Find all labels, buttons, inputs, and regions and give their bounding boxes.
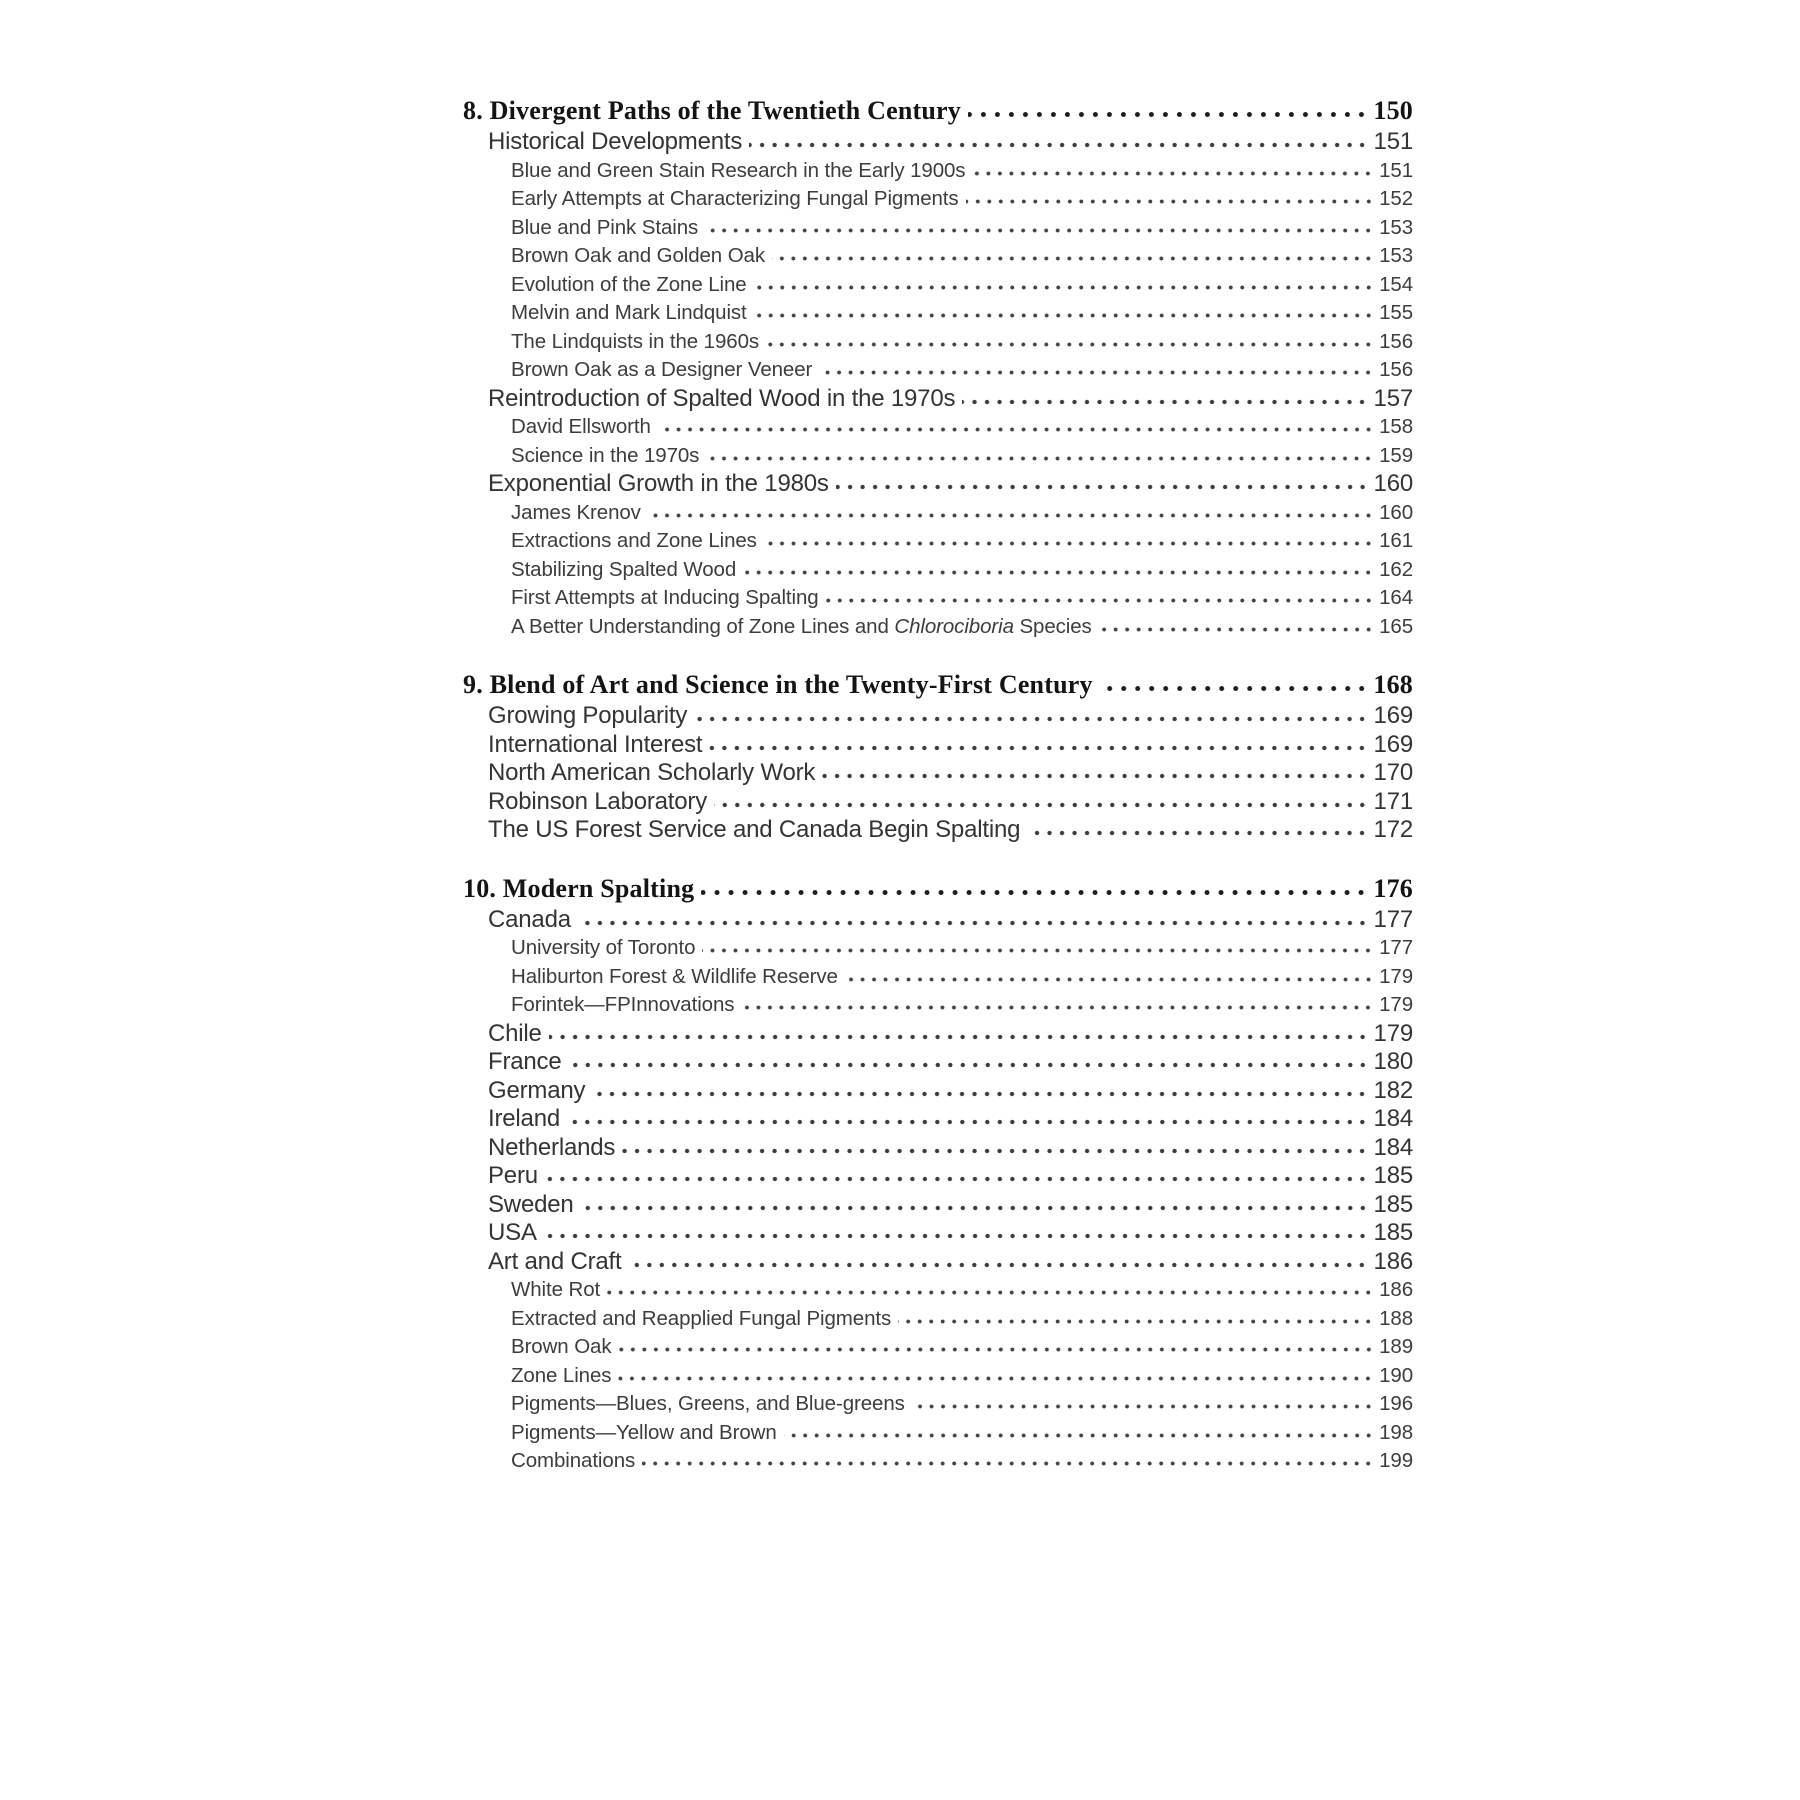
- toc-entry-label: Historical Developments: [488, 128, 743, 155]
- toc-entry-label: Canada: [488, 905, 571, 933]
- toc-entry-row: [511, 271, 1413, 300]
- toc-entry-row: [511, 1390, 1413, 1419]
- toc-entry-page: 154: [1379, 272, 1413, 296]
- dot-leader: [966, 191, 1375, 205]
- toc-entry-label-italic-segment: Chlorociboria: [894, 614, 1014, 638]
- toc-entry-row: [488, 1248, 1413, 1277]
- toc-entry-row: [511, 934, 1413, 963]
- toc-entry-label: Extracted and Reapplied Fungal Pigments: [511, 1306, 892, 1330]
- toc-entry-row: [511, 556, 1413, 585]
- dot-leader: [706, 448, 1374, 462]
- toc-entry-label: Extractions and Zone Lines: [511, 529, 757, 552]
- toc-entry-label: North American Scholarly Work: [488, 759, 816, 786]
- toc-chapter-page: 150: [1373, 96, 1413, 125]
- dot-leader: [819, 362, 1374, 376]
- toc-entry-label: University of Toronto: [511, 936, 696, 959]
- toc-entry-row: [511, 613, 1413, 642]
- toc-entry-row: [488, 128, 1413, 157]
- toc-entry-row: [488, 470, 1413, 499]
- toc-entry-label-segment: A Better Understanding of Zone Lines and: [511, 614, 895, 638]
- toc-entry-label: James Krenov: [511, 500, 641, 524]
- toc-entry-label: David Ellsworth: [511, 415, 651, 438]
- dot-leader: [754, 277, 1375, 291]
- toc-entry-row: [511, 328, 1413, 357]
- toc-chapter-row: [463, 874, 1413, 904]
- dot-leader: [764, 533, 1374, 547]
- dot-leader: [766, 334, 1374, 348]
- toc-entry-row: [511, 1333, 1413, 1362]
- toc-entry-label: Brown Oak as a Designer Veneer: [511, 358, 813, 381]
- dot-leader: [578, 913, 1369, 927]
- toc-entry-label: Evolution of the Zone Line: [511, 272, 747, 296]
- toc-entry-label: Chile: [488, 1019, 542, 1047]
- toc-entry-row: [511, 299, 1413, 328]
- toc-entry-row: [511, 1447, 1413, 1476]
- toc-entry-row: [511, 242, 1413, 271]
- toc-entry-label: Germany: [488, 1076, 586, 1104]
- toc-entry-row: [511, 1305, 1413, 1334]
- toc-entry-row: [511, 356, 1413, 385]
- toc-entry-page: 171: [1373, 787, 1413, 815]
- toc-entry-page: 162: [1379, 557, 1413, 581]
- toc-entry-page: 156: [1379, 329, 1413, 353]
- dot-leader: [549, 1027, 1369, 1041]
- dot-leader: [628, 1255, 1368, 1269]
- toc-entry-label: The Lindquists in the 1960s: [511, 329, 760, 353]
- dot-leader: [972, 163, 1374, 177]
- toc-entry-row: [488, 1077, 1413, 1106]
- toc-entry-page: 161: [1379, 529, 1413, 552]
- dot-leader: [836, 477, 1369, 491]
- dot-leader: [898, 1311, 1374, 1325]
- dot-leader: [658, 419, 1374, 433]
- toc-entry-row: [488, 1191, 1413, 1220]
- toc-entry-row: [511, 413, 1413, 442]
- toc-entry-row: [511, 1362, 1413, 1391]
- dot-leader: [714, 795, 1369, 809]
- toc-entry-page: 169: [1373, 702, 1413, 729]
- toc-entry-page: 177: [1373, 905, 1413, 933]
- dot-leader: [544, 1226, 1369, 1240]
- toc-entry-label: Haliburton Forest & Wildlife Reserve: [511, 964, 838, 988]
- toc-entry-page: 198: [1379, 1420, 1413, 1444]
- toc-entry-label: Melvin and Mark Lindquist: [511, 301, 747, 324]
- toc-chapter-row: [463, 96, 1413, 126]
- toc-entry-label: Science in the 1970s: [511, 443, 700, 467]
- toc-entry-page: 170: [1373, 759, 1413, 786]
- toc-entry-label: Blue and Green Stain Research in the Early 1900s: [511, 158, 966, 182]
- dot-leader: [581, 1198, 1369, 1212]
- dot-leader: [826, 590, 1375, 604]
- dot-leader: [648, 505, 1374, 519]
- dot-leader: [567, 1112, 1369, 1126]
- toc-entry-page: 179: [1373, 1019, 1413, 1047]
- dot-leader: [754, 305, 1374, 319]
- toc-entry-page: 156: [1379, 358, 1413, 381]
- toc-chapter-page: 168: [1373, 670, 1413, 699]
- toc-entry-label: Pigments—Yellow and Brown: [511, 1420, 777, 1444]
- toc-entry-page: 182: [1373, 1076, 1413, 1104]
- toc-entry-page: 159: [1379, 443, 1413, 467]
- toc-entry-page: 196: [1379, 1392, 1413, 1415]
- toc-entry-row: [511, 157, 1413, 186]
- dot-leader: [962, 392, 1368, 406]
- toc-entry-page: 151: [1379, 158, 1413, 182]
- toc-entry-row: [511, 584, 1413, 613]
- toc-entry-row: [511, 1276, 1413, 1305]
- toc-entry-row: [488, 1162, 1413, 1191]
- toc-entry-page: 179: [1379, 993, 1413, 1016]
- toc: [463, 96, 1413, 1476]
- toc-entry-page: 177: [1379, 936, 1413, 959]
- dot-leader: [618, 1368, 1374, 1382]
- toc-entry-page: 157: [1373, 384, 1413, 412]
- toc-entry-label: Growing Popularity: [488, 702, 688, 729]
- dot-leader: [705, 220, 1374, 234]
- dot-leader: [743, 562, 1374, 576]
- dot-leader: [701, 883, 1368, 897]
- toc-entry-row: [488, 1219, 1413, 1248]
- toc-entry-row: [511, 185, 1413, 214]
- toc-entry-page: 155: [1379, 301, 1413, 324]
- toc-entry-page: 160: [1373, 470, 1413, 497]
- toc-entry-label: White Rot: [511, 1278, 601, 1301]
- toc-section: [463, 670, 1413, 845]
- toc-entry-label: Brown Oak and Golden Oak: [511, 244, 765, 267]
- toc-entry-row: [511, 963, 1413, 992]
- toc-entry-row: [511, 1419, 1413, 1448]
- toc-section: [463, 96, 1413, 641]
- dot-leader: [822, 766, 1368, 780]
- toc-entry-page: 184: [1373, 1105, 1413, 1132]
- toc-entry-row: [488, 1048, 1413, 1077]
- toc-chapter-title: 10. Modern Spalting: [463, 873, 695, 903]
- toc-entry-page: 184: [1373, 1133, 1413, 1161]
- toc-section: [463, 874, 1413, 1476]
- toc-entry-page: 199: [1379, 1449, 1413, 1472]
- toc-entry-label: Zone Lines: [511, 1363, 612, 1387]
- toc-entry-row: [488, 702, 1413, 731]
- toc-entry-label: Pigments—Blues, Greens, and Blue-greens: [511, 1392, 905, 1415]
- toc-entry-label: Reintroduction of Spalted Wood in the 1970s: [488, 384, 956, 412]
- toc-entry-page: 185: [1373, 1219, 1413, 1246]
- dot-leader: [968, 105, 1368, 119]
- toc-entry-label: Robinson Laboratory: [488, 787, 708, 815]
- toc-entry-page: 172: [1373, 816, 1413, 843]
- toc-entry-page: 164: [1379, 586, 1413, 609]
- toc-entry-label: [511, 613, 1092, 642]
- toc-entry-label: France: [488, 1048, 562, 1075]
- toc-entry-row: [511, 499, 1413, 528]
- dot-leader: [545, 1169, 1369, 1183]
- toc-entry-row: [511, 527, 1413, 556]
- toc-entry-label: The US Forest Service and Canada Begin Spalting: [488, 816, 1021, 843]
- toc-entry-label: Blue and Pink Stains: [511, 215, 699, 239]
- dot-leader: [569, 1055, 1369, 1069]
- toc-entry-row: [488, 385, 1413, 414]
- toc-entry-label: Brown Oak: [511, 1335, 612, 1358]
- toc-entry-label: International Interest: [488, 730, 703, 758]
- toc-entry-row: [488, 759, 1413, 788]
- toc-entry-row: [488, 788, 1413, 817]
- toc-entry-page: 189: [1379, 1335, 1413, 1358]
- toc-entry-row: [488, 1134, 1413, 1163]
- toc-entry-label: Early Attempts at Characterizing Fungal Pigments: [511, 187, 959, 210]
- toc-entry-row: [488, 1020, 1413, 1049]
- toc-chapter-row: [463, 670, 1413, 700]
- toc-entry-page: 153: [1379, 244, 1413, 267]
- toc-entry-label: Art and Craft: [488, 1247, 622, 1275]
- toc-entry-row: [488, 731, 1413, 760]
- dot-leader: [749, 135, 1368, 149]
- dot-leader: [619, 1339, 1375, 1353]
- dot-leader: [592, 1084, 1368, 1098]
- toc-entry-page: 185: [1373, 1190, 1413, 1218]
- toc-entry-label: Forintek—FPInnovations: [511, 993, 735, 1016]
- toc-chapter-title: 8. Divergent Paths of the Twentieth Century: [463, 96, 961, 125]
- toc-entry-label: Exponential Growth in the 1980s: [488, 470, 829, 497]
- dot-leader: [1100, 679, 1369, 693]
- toc-entry-label: Ireland: [488, 1105, 560, 1132]
- toc-entry-label: Netherlands: [488, 1133, 616, 1161]
- toc-entry-label: Peru: [488, 1162, 538, 1189]
- toc-entry-page: 185: [1373, 1162, 1413, 1189]
- toc-entry-row: [511, 442, 1413, 471]
- dot-leader: [1027, 823, 1368, 837]
- toc-entry-page: 165: [1379, 614, 1413, 638]
- toc-entry-row: [488, 1105, 1413, 1134]
- dot-leader: [694, 709, 1368, 723]
- toc-entry-page: 152: [1379, 187, 1413, 210]
- toc-entry-page: 160: [1379, 500, 1413, 524]
- dot-leader: [784, 1425, 1374, 1439]
- toc-entry-page: 179: [1379, 964, 1413, 988]
- toc-entry-page: 190: [1379, 1363, 1413, 1387]
- dot-leader: [709, 738, 1368, 752]
- toc-entry-page: 153: [1379, 215, 1413, 239]
- dot-leader: [912, 1396, 1374, 1410]
- toc-entry-row: [488, 816, 1413, 845]
- toc-entry-label: USA: [488, 1219, 537, 1246]
- toc-entry-row: [488, 906, 1413, 935]
- dot-leader: [642, 1453, 1374, 1467]
- toc-chapter-title: 9. Blend of Art and Science in the Twenty-First Century: [463, 670, 1093, 699]
- toc-entry-label: Sweden: [488, 1190, 574, 1218]
- dot-leader: [741, 997, 1374, 1011]
- toc-entry-page: 151: [1373, 128, 1413, 155]
- dot-leader: [845, 969, 1374, 983]
- dot-leader: [1099, 619, 1374, 633]
- toc-entry-page: 180: [1373, 1048, 1413, 1075]
- toc-entry-label-segment: Species: [1013, 614, 1092, 638]
- toc-entry-page: 186: [1373, 1247, 1413, 1275]
- dot-leader: [702, 940, 1374, 954]
- dot-leader: [772, 248, 1374, 262]
- dot-leader: [622, 1141, 1368, 1155]
- toc-chapter-page: 176: [1373, 873, 1413, 903]
- toc-entry-label: First Attempts at Inducing Spalting: [511, 586, 819, 609]
- toc-entry-row: [511, 214, 1413, 243]
- toc-entry-page: 186: [1379, 1278, 1413, 1301]
- toc-entry-page: 158: [1379, 415, 1413, 438]
- dot-leader: [607, 1282, 1374, 1296]
- toc-entry-label: Stabilizing Spalted Wood: [511, 557, 737, 581]
- toc-entry-label: Combinations: [511, 1449, 636, 1472]
- toc-entry-page: 188: [1379, 1306, 1413, 1330]
- toc-entry-row: [511, 991, 1413, 1020]
- toc-entry-page: 169: [1373, 730, 1413, 758]
